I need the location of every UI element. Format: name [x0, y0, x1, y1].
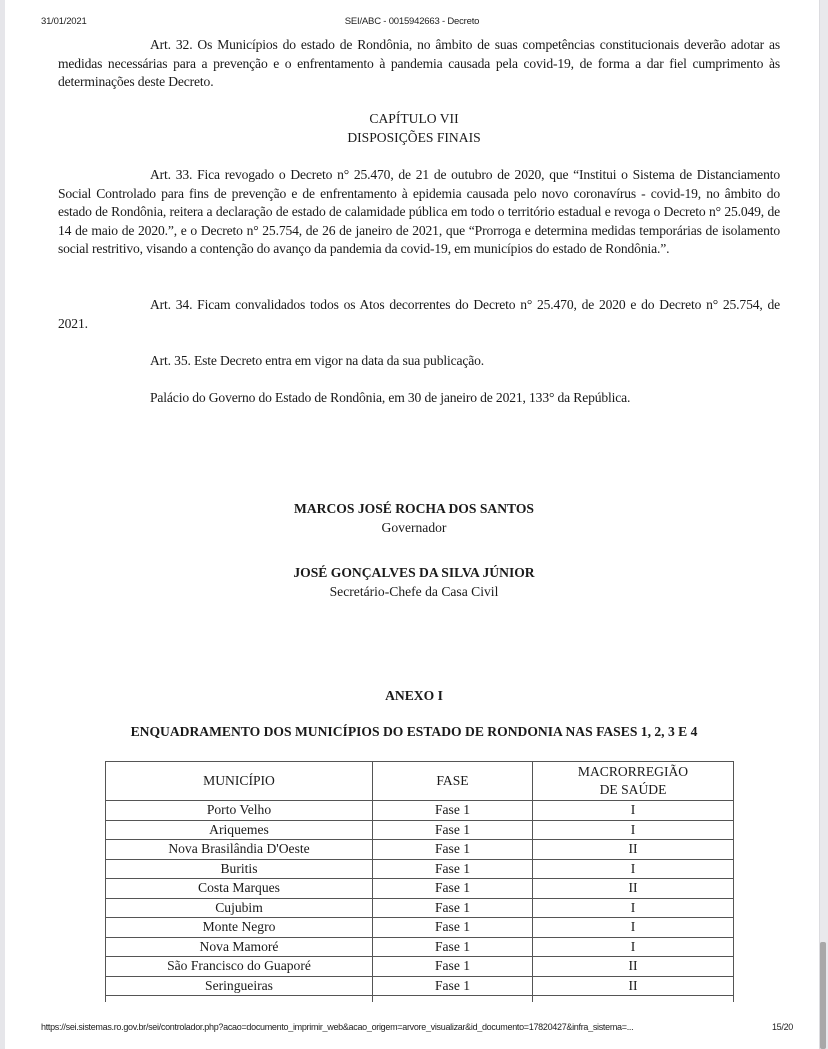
signer-role: Governador — [381, 519, 447, 535]
cell-fase: Fase 1 — [373, 859, 533, 879]
cell-municipio: Ariquemes — [106, 820, 373, 840]
closing-text: Palácio do Governo do Estado de Rondônia, em 30 de janeiro de 2021, 133° da República. — [150, 390, 631, 405]
cell-fase: Fase 1 — [373, 937, 533, 957]
print-header-title: SEI/ABC - 0015942663 - Decreto — [344, 16, 480, 27]
signature-governor — [0, 500, 828, 537]
column-header-macrorregiao — [533, 762, 734, 801]
article-32 — [58, 36, 780, 92]
cell-macro: I — [533, 801, 734, 821]
table-row — [106, 898, 734, 918]
cell-municipio: Monte Negro — [106, 918, 373, 938]
cell-macro: II — [533, 976, 734, 996]
cell-fase — [373, 996, 533, 1003]
cell-fase: Fase 1 — [373, 820, 533, 840]
cell-municipio: Buritis — [106, 859, 373, 879]
cell-macro: I — [533, 937, 734, 957]
municipalities-table — [105, 761, 734, 1002]
table-row — [106, 840, 734, 860]
chapter-number: CAPÍTULO VII — [369, 111, 459, 126]
column-header-line: DE SAÚDE — [599, 782, 667, 797]
cell-municipio: São Francisco do Guaporé — [106, 957, 373, 977]
table-row — [106, 801, 734, 821]
cell-fase: Fase 1 — [373, 976, 533, 996]
article-34 — [58, 296, 780, 333]
cell-fase: Fase 1 — [373, 840, 533, 860]
signer-role: Secretário-Chefe da Casa Civil — [329, 583, 499, 599]
table-row-partial — [106, 996, 734, 1003]
table-row — [106, 918, 734, 938]
table-row — [106, 879, 734, 899]
cell-macro: II — [533, 840, 734, 860]
chapter-heading — [0, 110, 828, 147]
scrollbar-thumb[interactable] — [820, 942, 826, 1049]
cell-macro: I — [533, 859, 734, 879]
article-33 — [58, 166, 780, 259]
article-35-text: Art. 35. Este Decreto entra em vigor na data da sua publicação. — [150, 353, 485, 368]
cell-macro: I — [533, 918, 734, 938]
annex-title: ANEXO I — [385, 688, 443, 703]
cell-fase: Fase 1 — [373, 879, 533, 899]
column-header-fase: FASE — [373, 762, 533, 801]
signer-name: JOSÉ GONÇALVES DA SILVA JÚNIOR — [293, 565, 535, 580]
table-row — [106, 957, 734, 977]
article-34-text: Art. 34. Ficam convalidados todos os Atos decorrentes do Decreto n° 25.470, de 2020 e do Decreto n° 25.754, de 2021. — [58, 297, 780, 331]
cell-macro: II — [533, 957, 734, 977]
cell-fase: Fase 1 — [373, 957, 533, 977]
cell-macro: II — [533, 879, 734, 899]
cell-municipio: Nova Mamoré — [106, 937, 373, 957]
cell-municipio — [106, 996, 373, 1003]
cell-municipio: Nova Brasilândia D'Oeste — [106, 840, 373, 860]
cell-macro: I — [533, 898, 734, 918]
cell-fase: Fase 1 — [373, 918, 533, 938]
cell-macro — [533, 996, 734, 1003]
cell-municipio: Costa Marques — [106, 879, 373, 899]
article-33-text: Art. 33. Fica revogado o Decreto n° 25.470, de 21 de outubro de 2020, que “Institui o Sistema de Distanciamento Social Controlado para fins de prevenção e de enfrentamento à epidemia causada pelo novo coronavírus - covid-19, no âmbito do estado de Rondônia, reitera a declaração de estado de calamidade pública em todo o território estadual e revoga o Decreto n° 25.049, de 14 de maio de 2020.”, e o Decreto n° 25.754, de 26 de janeiro de 2021, que “Prorroga e determina medidas temporárias de isolamento social restritivo, visando a contenção do avanço da pandemia da covid-19, em municípios do estado de Rondônia.”. — [58, 167, 780, 256]
scrollbar-track[interactable] — [819, 0, 828, 1049]
footer-page-number: 15/20 — [771, 1022, 793, 1032]
table-row — [106, 859, 734, 879]
column-header-municipio: MUNICÍPIO — [106, 762, 373, 801]
table-row — [106, 937, 734, 957]
closing-statement — [58, 389, 780, 408]
cell-municipio: Porto Velho — [106, 801, 373, 821]
article-35 — [58, 352, 780, 371]
table-row — [106, 820, 734, 840]
table-header-row — [106, 762, 734, 801]
cell-municipio: Cujubim — [106, 898, 373, 918]
table-row — [106, 976, 734, 996]
print-header-date: 31/01/2021 — [41, 16, 87, 27]
cell-municipio: Seringueiras — [106, 976, 373, 996]
cell-fase: Fase 1 — [373, 801, 533, 821]
signature-secretary — [0, 564, 828, 601]
document-page — [5, 0, 819, 1049]
cell-macro: I — [533, 820, 734, 840]
annex-subtitle: ENQUADRAMENTO DOS MUNICÍPIOS DO ESTADO DE RONDONIA NAS FASES 1, 2, 3 E 4 — [130, 724, 698, 739]
chapter-title: DISPOSIÇÕES FINAIS — [347, 129, 481, 145]
column-header-line: MACRORREGIÃO — [577, 764, 689, 779]
municipalities-table-wrapper — [105, 761, 733, 1002]
signer-name: MARCOS JOSÉ ROCHA DOS SANTOS — [294, 501, 534, 516]
article-32-text: Art. 32. Os Municípios do estado de Rondônia, no âmbito de suas competências constitucionais deverão adotar as medidas necessárias para a prevenção e o enfrentamento à pandemia causada pela covid-19, de forma a dar fiel cumprimento às determinações deste Decreto. — [58, 37, 780, 89]
print-footer — [41, 1022, 793, 1032]
footer-url: https://sei.sistemas.ro.gov.br/sei/controlador.php?acao=documento_imprimir_web&acao_origem=arvore_visualizar&id_documento=17820427&infra_sistema=... — [41, 1022, 634, 1032]
cell-fase: Fase 1 — [373, 898, 533, 918]
